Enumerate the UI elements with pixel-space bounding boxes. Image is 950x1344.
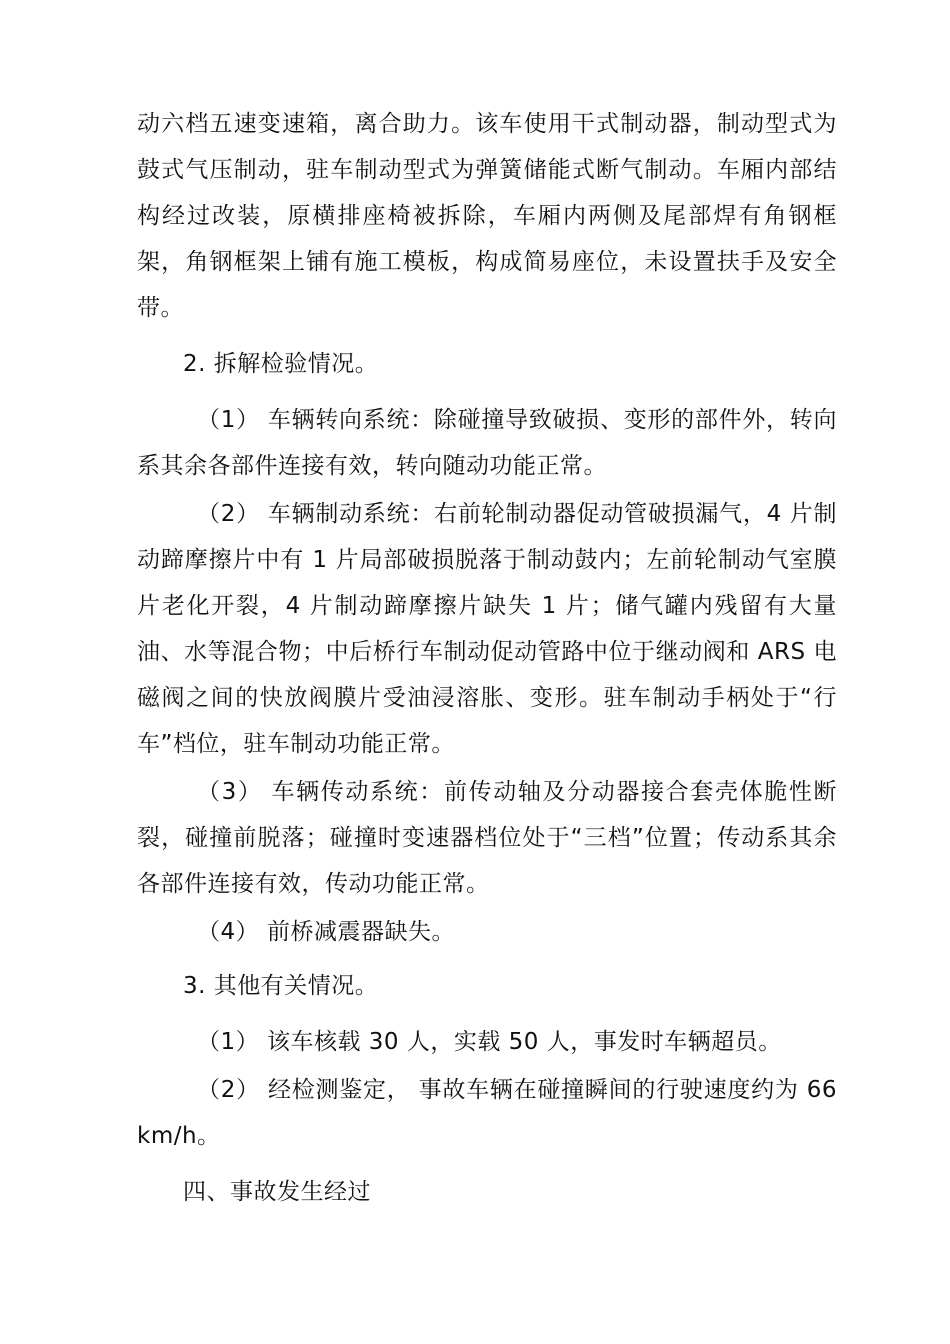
paragraph-transmission-system: （3） 车辆传动系统：前传动轴及分动器接合套壳体脆性断裂，碰撞前脱落；碰撞时变速器档位处于“三档”位置；传动系其余各部件连接有效，传动功能正常。 <box>137 779 837 897</box>
section-heading-accident-process: 四、事故发生经过 <box>183 1179 371 1205</box>
paragraph-vehicle-structure: 动六档五速变速箱，离合助力。该车使用干式制动器，制动型式为鼓式气压制动，驻车制动型式为弹簧储能式断气制动。车厢内部结构经过改装，原横排座椅被拆除，车厢内两侧及尾部焊有角钢框架，角钢框架上铺有施工模板，构成简易座位，未设置扶手及安全带。 <box>137 111 837 321</box>
heading-disassembly-inspection: 2. 拆解检验情况。 <box>183 351 379 377</box>
paragraph-impact-speed: （2） 经检测鉴定， 事故车辆在碰撞瞬间的行驶速度约为 66km/h。 <box>137 1077 837 1149</box>
heading-other-situations: 3. 其他有关情况。 <box>183 973 379 999</box>
paragraph-steering-system: （1） 车辆转向系统：除碰撞导致破损、变形的部件外，转向系其余各部件连接有效，转向随动功能正常。 <box>137 407 837 479</box>
paragraph-braking-system: （2） 车辆制动系统：右前轮制动器促动管破损漏气，4 片制动蹄摩擦片中有 1 片局部破损脱落于制动鼓内；左前轮制动气室膜片老化开裂，4 片制动蹄摩擦片缺失 1 片；储气罐内残留有大量油、水等混合物；中后桥行车制动促动管路中位于继动阀和 ARS 电磁阀之间的快放阀膜片受油浸溶胀、变形。驻车制动手柄处于“行车”档位，驻车制动功能正常。 <box>137 501 837 757</box>
paragraph-passenger-capacity: （1） 该车核载 30 人，实载 50 人，事发时车辆超员。 <box>197 1029 782 1055</box>
document-body <box>137 101 837 1215</box>
paragraph-front-axle: （4） 前桥减震器缺失。 <box>197 919 455 945</box>
